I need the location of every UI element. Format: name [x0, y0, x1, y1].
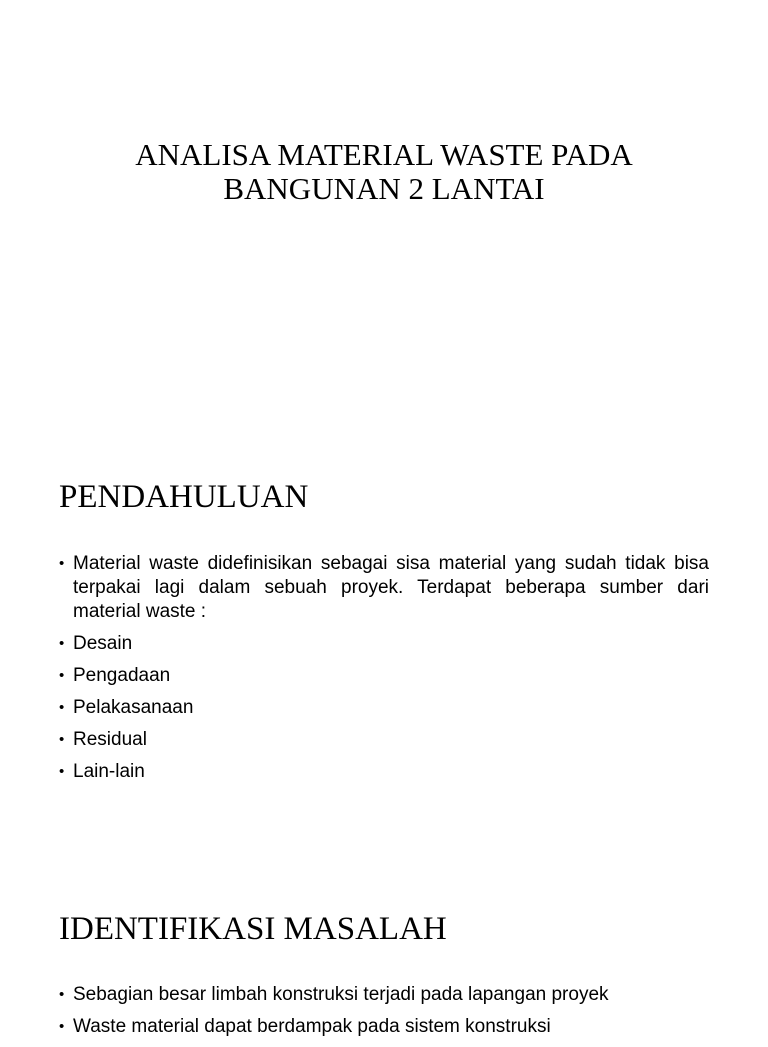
list-item — [59, 983, 709, 1007]
bullet-text: Material waste didefinisikan sebagai sisa material yang sudah tidak bisa terpakai lagi dalam sebuah proyek. Terdapat beberapa sumber dari material waste : — [73, 553, 709, 622]
bullet-icon: • — [59, 986, 65, 1003]
bullet-icon: • — [59, 1018, 65, 1035]
bullet-text: Sebagian besar limbah konstruksi terjadi pada lapangan proyek — [73, 984, 609, 1005]
bullet-icon: • — [59, 667, 65, 684]
bullet-text: Lain-lain — [73, 761, 145, 782]
slide-identifikasi-masalah — [0, 864, 768, 1037]
presentation-title — [60, 138, 708, 206]
list-item — [59, 632, 709, 656]
bullet-icon: • — [59, 763, 65, 780]
title-line-2: BANGUNAN 2 LANTAI — [223, 171, 545, 206]
bullet-list-identifikasi — [59, 983, 709, 1047]
slide-pendahuluan — [0, 432, 768, 864]
section-title-pendahuluan: PENDAHULUAN — [59, 479, 309, 515]
list-item — [59, 696, 709, 720]
slide-title — [0, 0, 768, 432]
bullet-icon: • — [59, 555, 65, 572]
list-item — [59, 760, 709, 784]
bullet-icon: • — [59, 635, 65, 652]
bullet-text: Pengadaan — [73, 665, 171, 686]
bullet-text: Desain — [73, 633, 133, 654]
list-item — [59, 664, 709, 688]
list-item — [59, 1015, 709, 1039]
section-title-identifikasi: IDENTIFIKASI MASALAH — [59, 911, 447, 947]
bullet-text: Waste material dapat berdampak pada sistem konstruksi — [73, 1016, 551, 1037]
list-item — [59, 552, 709, 624]
bullet-text: Residual — [73, 729, 147, 750]
list-item — [59, 728, 709, 752]
bullet-icon: • — [59, 699, 65, 716]
bullet-list-pendahuluan — [59, 552, 709, 792]
bullet-text: Pelakasanaan — [73, 697, 194, 718]
bullet-icon: • — [59, 731, 65, 748]
title-line-1: ANALISA MATERIAL WASTE PADA — [135, 137, 633, 172]
